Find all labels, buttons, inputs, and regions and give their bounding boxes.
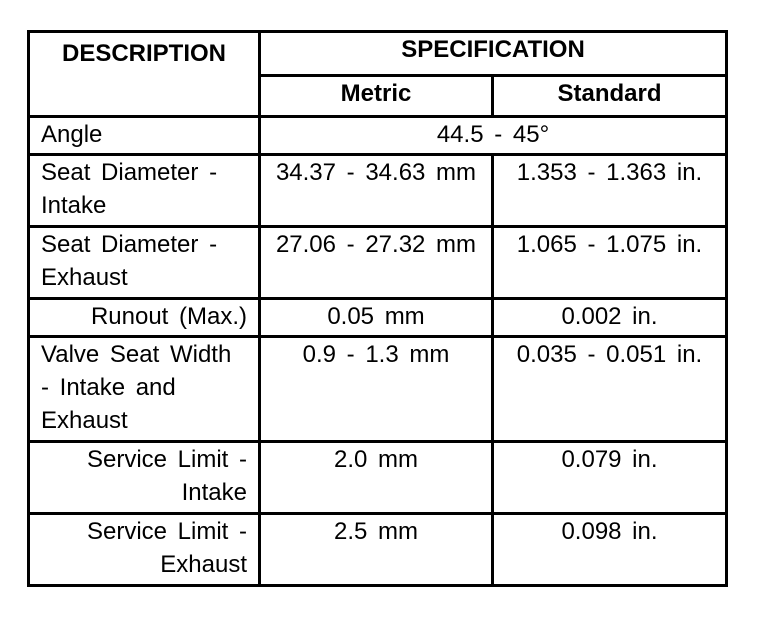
row-standard: 0.035 - 0.051 in. <box>493 337 727 442</box>
row-standard: 0.098 in. <box>493 514 727 586</box>
row-metric: 34.37 - 34.63 mm <box>260 155 493 227</box>
row-description: Angle <box>29 117 260 155</box>
row-standard: 0.079 in. <box>493 442 727 514</box>
row-description: Service Limit - Exhaust <box>29 514 260 586</box>
row-metric: 0.05 mm <box>260 299 493 337</box>
row-standard: 1.353 - 1.363 in. <box>493 155 727 227</box>
table-row <box>29 117 727 155</box>
table-row <box>29 299 727 337</box>
specification-table <box>27 30 728 587</box>
table-row <box>29 155 727 227</box>
table-row <box>29 442 727 514</box>
header-standard: Standard <box>493 76 727 117</box>
row-description: Runout (Max.) <box>29 299 260 337</box>
row-metric: 2.5 mm <box>260 514 493 586</box>
row-description: Seat Diameter - Intake <box>29 155 260 227</box>
header-specification: SPECIFICATION <box>260 32 727 76</box>
header-metric: Metric <box>260 76 493 117</box>
table-row <box>29 227 727 299</box>
row-metric: 2.0 mm <box>260 442 493 514</box>
row-description: Valve Seat Width - Intake and Exhaust <box>29 337 260 442</box>
row-description: Seat Diameter - Exhaust <box>29 227 260 299</box>
row-description: Service Limit - Intake <box>29 442 260 514</box>
row-metric: 27.06 - 27.32 mm <box>260 227 493 299</box>
table-row <box>29 337 727 442</box>
row-standard: 1.065 - 1.075 in. <box>493 227 727 299</box>
header-description: DESCRIPTION <box>29 32 260 117</box>
row-metric: 0.9 - 1.3 mm <box>260 337 493 442</box>
table-row <box>29 514 727 586</box>
row-standard: 0.002 in. <box>493 299 727 337</box>
row-angle-value: 44.5 - 45° <box>260 117 727 155</box>
